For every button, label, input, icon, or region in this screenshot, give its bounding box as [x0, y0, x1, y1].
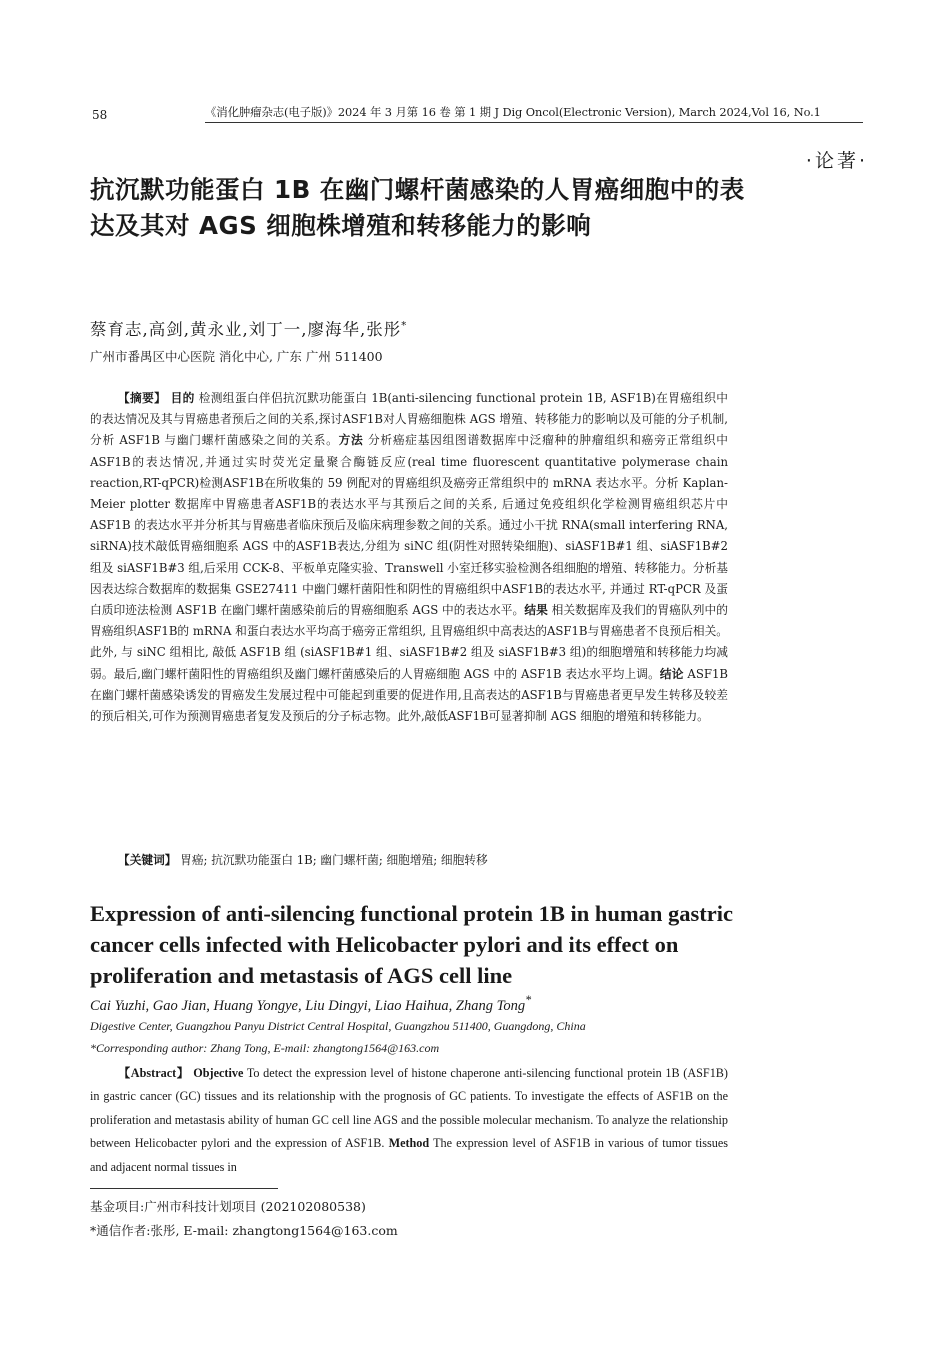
- en-abstract-objective: To detect the expression level of histone chaperone anti-silencing functional protein 1B (ASF1B) in gastric cancer (GC) tissues and its relationship with the prognosis of GC patients. To investigate the effects of ASF1B on the proliferation and metastasis ability of human GC cell line AGS and the possible molecular mechanism. To analyze the relationship between Helicobacter pylori and the expression of ASF1B.: [90, 1066, 728, 1151]
- en-objective-label: Objective: [193, 1066, 244, 1080]
- cn-keywords: [118, 852, 488, 868]
- en-corresponding: *Corresponding author: Zhang Tong, E-mail: zhangtong1564@163.com: [90, 1041, 440, 1055]
- cn-abstract-label: 【摘要】 目的: [118, 391, 195, 405]
- en-corresponding-mark: *: [525, 993, 532, 1007]
- en-author-list: Cai Yuzhi, Gao Jian, Huang Yongye, Liu Dingyi, Liao Haihua, Zhang Tong: [90, 997, 526, 1014]
- en-title: Expression of anti-silencing functional protein 1B in human gastric cancer cells infected with Helicobacter pylori and its effect on proliferation and metastasis of AGS cell line: [90, 901, 733, 988]
- cn-author-list: 蔡育志,高剑,黄永业,刘丁一,廖海华,张彤: [90, 320, 402, 339]
- cn-abstract: [90, 388, 728, 727]
- cn-result-label: 结果: [524, 603, 548, 618]
- cn-affiliation: 广州市番禺区中心医院 消化中心, 广东 广州 511400: [90, 349, 383, 364]
- section-label: ·论著·: [805, 150, 868, 172]
- en-abstract-method: The expression level of ASF1B in various of tumor tissues and adjacent normal tissues in: [90, 1136, 728, 1174]
- en-abstract-label: 【Abstract】: [118, 1066, 190, 1080]
- cn-keywords-label: 【关键词】: [118, 853, 177, 867]
- en-affiliation: Digestive Center, Guangzhou Panyu District Central Hospital, Guangzhou 511400, Guangdong, China: [90, 1019, 586, 1033]
- page-number: 58: [92, 108, 108, 122]
- cn-abstract-objective: 检测组蛋白伴侣抗沉默功能蛋白 1B(anti-silencing functional protein 1B, ASF1B)在胃癌组织中的表达情况及其与胃癌患者预后之间的关系,探讨ASF1B对人胃癌细胞株 AGS 增殖、转移能力的影响以及可能的分子机制,分析 ASF1B 与幽门螺杆菌感染之间的关系。: [90, 391, 728, 448]
- cn-title: 抗沉默功能蛋白 1B 在幽门螺杆菌感染的人胃癌细胞中的表达及其对 AGS 细胞株增殖和转移能力的影响: [90, 175, 745, 240]
- en-authors: [90, 993, 531, 1015]
- cn-abstract-method: 分析癌症基因组图谱数据库中泛瘤种的肿瘤组织和癌旁正常组织中ASF1B的表达情况,并通过实时荧光定量聚合酶链反应(real time fluorescent quantitative polymerase chain reaction,RT-qPCR)检测ASF1B在所收集的 59 例配对的胃癌组织及癌旁正常组织中的 mRNA 表达水平。分析 Kaplan-Meier plotter 数据库中胃癌患者ASF1B的表达水平与其预后之间的关系, 后通过免疫组织化学检测胃癌组织芯片中 ASF1B 的表达水平并分析其与胃癌患者临床预后及临床病理参数之间的关系。通过小干扰 RNA(small interfering RNA, siRNA)技术敲低胃癌细胞系 AGS 中的ASF1B表达,分组为 siNC 组(阴性对照转染细胞)、siASF1B#1 组、siASF1B#2 组及 siASF1B#3 组,后采用 CCK-8、平板单克隆实验、Transwell 小室迁移实验检测各组细胞的增殖、转移能力。分析基因表达综合数据库的数据集 GSE27411 中幽门螺杆菌阳性和阴性的胃癌组织中ASF1B的表达水平, 并通过 RT-qPCR 及蛋白质印迹法检测 ASF1B 在幽门螺杆菌感染前后的胃癌细胞系 AGS 中的表达水平。: [90, 433, 728, 618]
- footnote-rule: [90, 1188, 278, 1189]
- header-rule: [205, 122, 863, 123]
- running-header: 《消化肿瘤杂志(电子版)》2024 年 3 月第 16 卷 第 1 期 J Dig Oncol(Electronic Version), March 2024,Vol 16, No.1: [205, 105, 821, 119]
- cn-abstract-result: 相关数据库及我们的胃癌队列中的胃癌组织ASF1B的 mRNA 和蛋白表达水平均高于癌旁正常组织, 且胃癌组织中高表达的ASF1B与胃癌患者不良预后相关。此外, 与 siNC 组相比, 敲低 ASF1B 组 (siASF1B#1 组、siASF1B#2 组及 siASF1B#3 组)的细胞增殖和转移能力均减弱。最后,幽门螺杆菌阳性的胃癌组织及幽门螺杆菌感染后的人胃癌细胞 AGS 中的 ASF1B 表达水平均上调。: [90, 603, 728, 681]
- cn-abstract-conclusion: ASF1B在幽门螺杆菌感染诱发的胃癌发生发展过程中可能起到重要的促进作用,且高表达的ASF1B与胃癌患者更早发生转移及较差的预后相关,可作为预测胃癌患者复发及预后的分子标志物。此外,敲低ASF1B可显著抑制 AGS 细胞的增殖和转移能力。: [90, 666, 728, 724]
- cn-conclusion-label: 结论: [659, 666, 684, 681]
- en-method-label: Method: [388, 1136, 430, 1151]
- cn-keywords-list: 胃癌; 抗沉默功能蛋白 1B; 幽门螺杆菌; 细胞增殖; 细胞转移: [180, 853, 488, 867]
- cn-corresponding-mark: *: [401, 320, 408, 332]
- corresponding-author-note: *通信作者:张彤, E-mail: zhangtong1564@163.com: [90, 1223, 398, 1238]
- cn-method-label: 方法: [338, 433, 364, 448]
- cn-authors: [90, 316, 407, 340]
- funding-note: 基金项目:广州市科技计划项目 (202102080538): [90, 1199, 366, 1214]
- en-abstract: [90, 1062, 728, 1179]
